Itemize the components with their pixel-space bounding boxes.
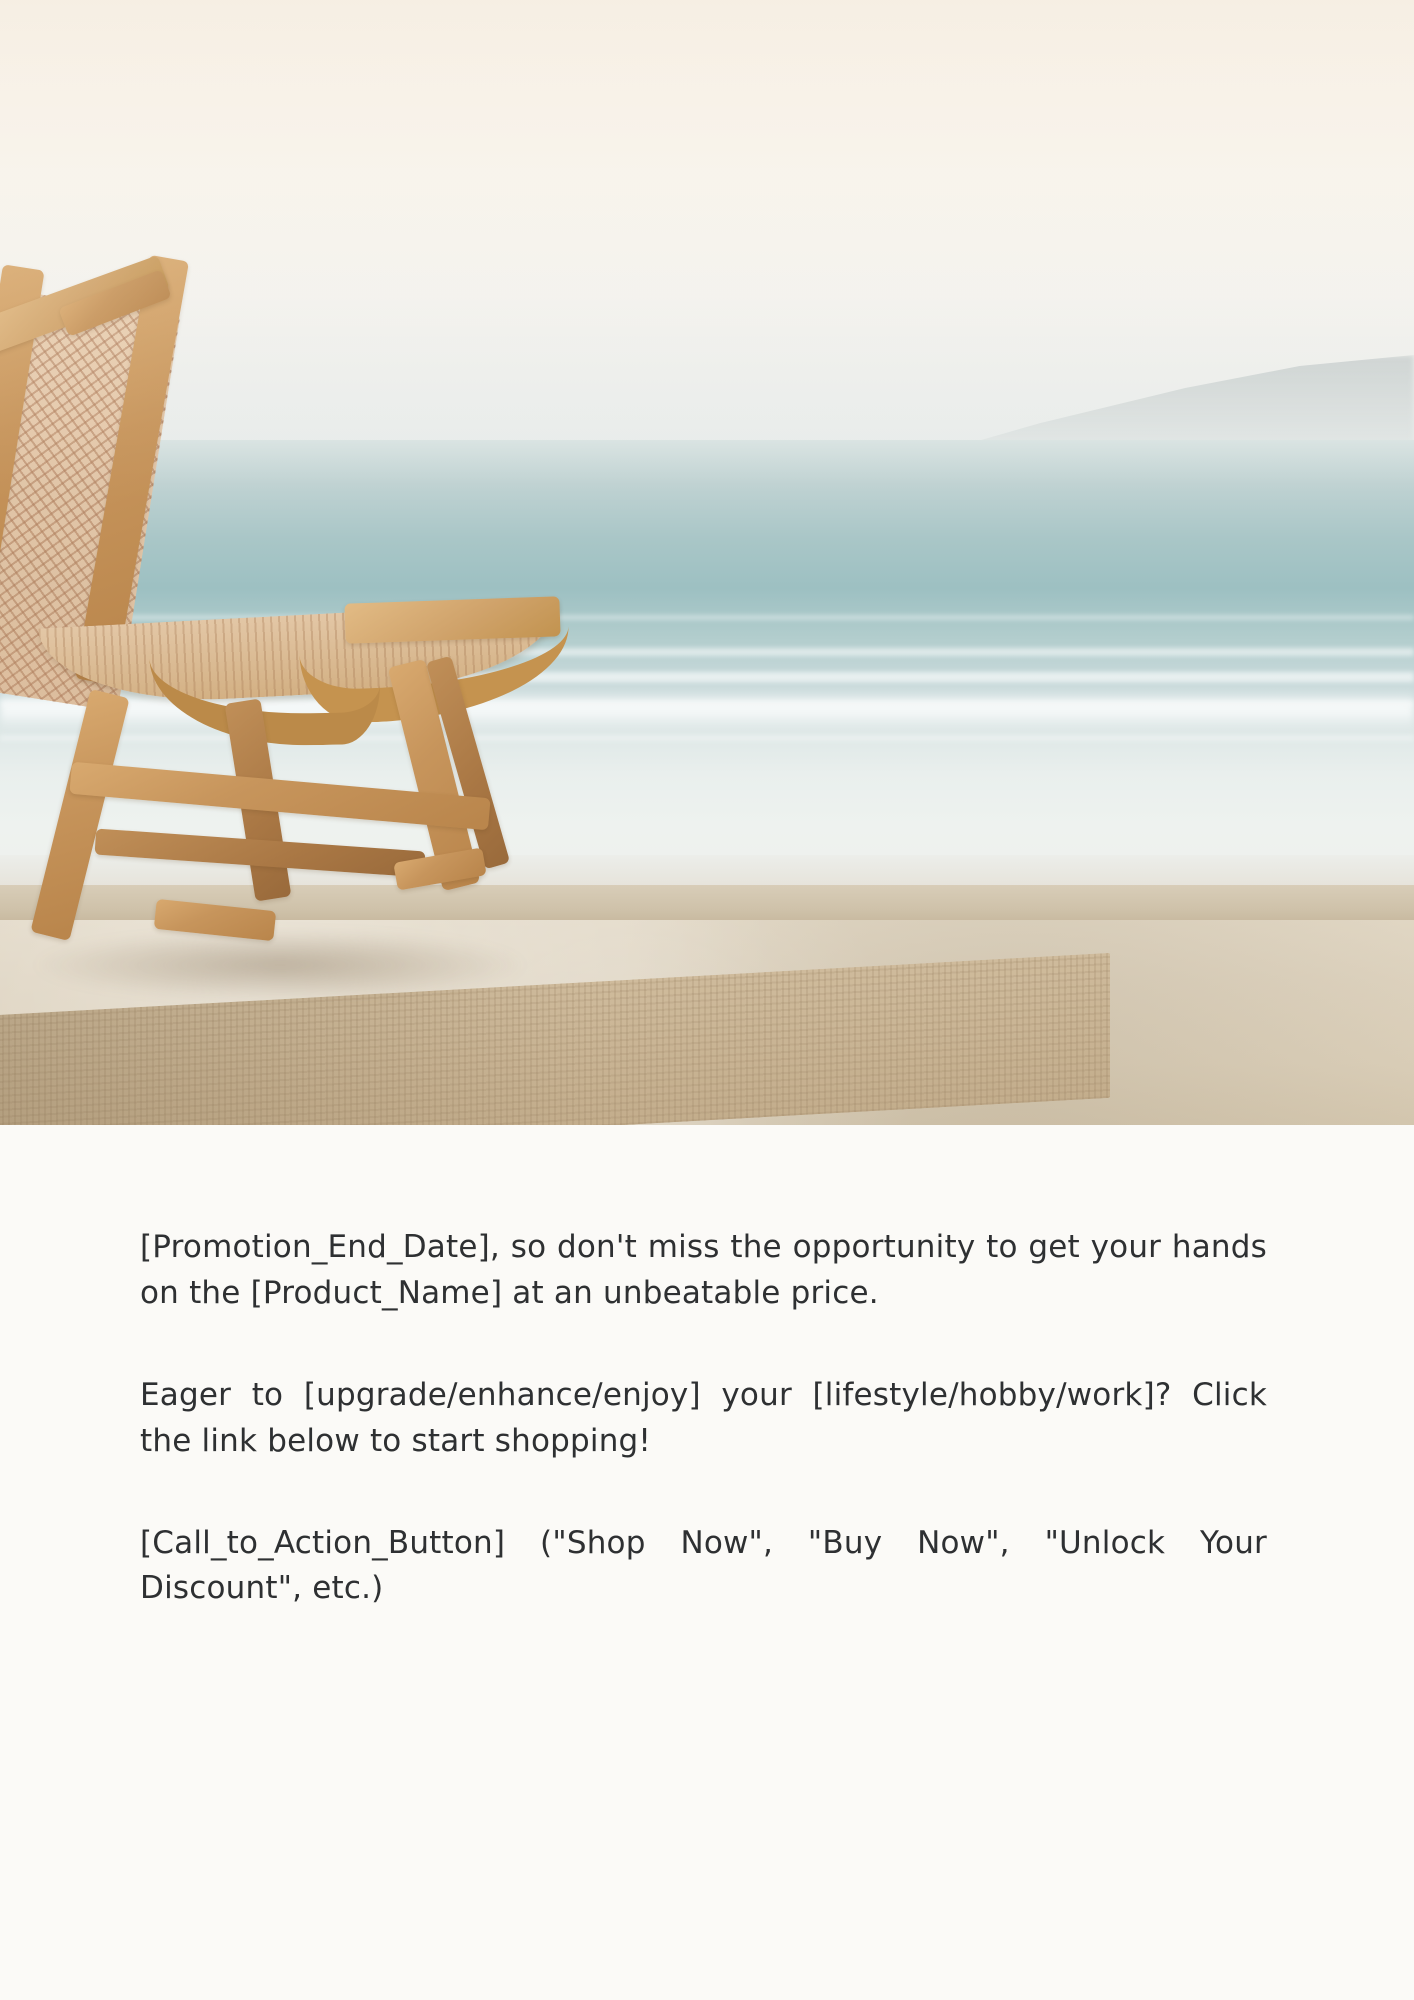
chair-shadow bbox=[30, 930, 530, 1000]
paragraph-promotion-end: [Promotion_End_Date], so don't miss the opportunity to get your hands on the [Product_Name] at an unbeatable price. bbox=[140, 1229, 1267, 1311]
promo-copy bbox=[140, 1225, 1267, 1612]
lounge-chair bbox=[0, 0, 680, 1125]
paragraph-call-to-action: [Call_to_Action_Button] ("Shop Now", "Buy Now", "Unlock Your Discount", etc.) bbox=[140, 1524, 1267, 1607]
paragraph-eager-to-upgrade: Eager to [upgrade/enhance/enjoy] your [lifestyle/hobby/work]? Click the link below to start shopping! bbox=[140, 1376, 1267, 1459]
body-section bbox=[0, 1125, 1414, 2000]
chair-leg-back-left bbox=[30, 689, 129, 941]
chair-seat-front-rail bbox=[344, 596, 560, 643]
